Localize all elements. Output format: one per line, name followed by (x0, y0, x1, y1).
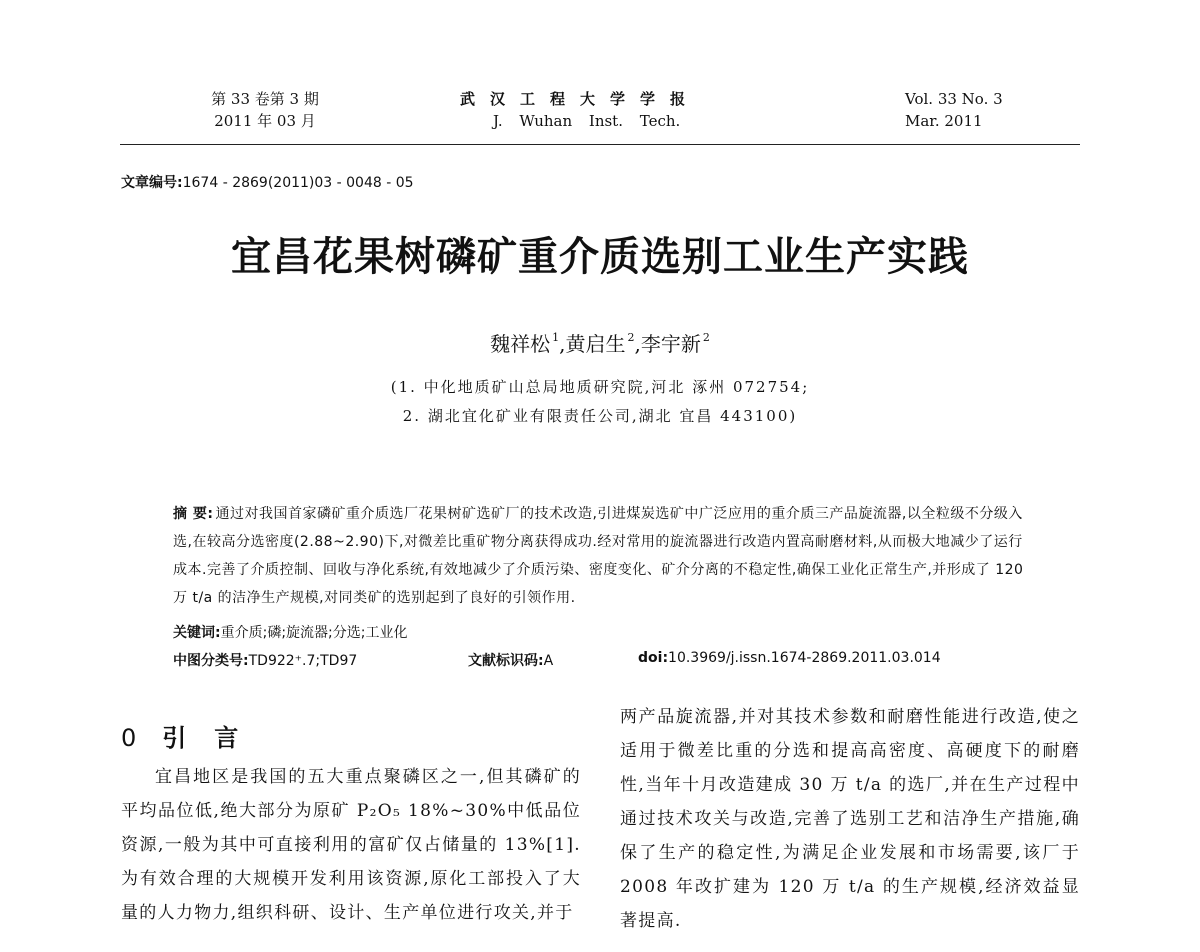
abstract-text: 通过对我国首家磷矿重介质选厂花果树矿选矿厂的技术改造,引进煤炭选矿中广泛应用的重介质三产品旋流器,以全粒级不分级入选,在较高分选密度(2.88~2.90)下,对微差比重矿物分离获得成功.经对常用的旋流器进行改造内置高耐磨材料,从而极大地减少了运行成本.完善了介质控制、回收与净化系统,有效地减少了介质污染、密度变化、矿介分离的不稳定性,确保工业化正常生产,并形成了 120 万 t/a 的洁净生产规模,对同类矿的选别起到了良好的引领作用. (173, 506, 1024, 606)
paper-title: 宜昌花果树磷矿重介质选别工业生产实践 (231, 234, 969, 280)
section-heading (121, 718, 266, 753)
article-number (121, 172, 414, 192)
journal-name-en: J. Wuhan Inst. Tech. (493, 112, 681, 130)
author-affil-mark: 1 (552, 331, 560, 344)
author-name: ,李宇新 (634, 332, 701, 356)
keywords-text: 重介质;磷;旋流器;分选;工业化 (220, 625, 408, 641)
doi-label: doi: (638, 650, 669, 666)
volume-cn: 第 33 卷第 3 期 (211, 90, 319, 108)
affiliation-1: (1. 中化地质矿山总局地质研究院,河北 涿州 072754; (390, 378, 810, 396)
clc-value: TD922⁺.7;TD97 (248, 653, 358, 669)
article-number-label: 文章编号: (121, 175, 183, 191)
date-en: Mar. 2011 (905, 112, 983, 130)
body-column-right: 两产品旋流器,并对其技术参数和耐磨性能进行改造,使之适用于微差比重的分选和提高高密度、高硬度下的耐磨性,当年十月改造建成 30 万 t/a 的选厂,并在生产过程中通过技术攻关与改造,完善了选别工艺和洁净生产措施,确保了生产的稳定性,为满足企业发展和市场需要,该厂于 2008 年改扩建为 120 万 t/a 的生产规模,经济效益显著提高. (620, 707, 1080, 931)
document-code-label: 文献标识码: (468, 653, 544, 669)
keywords (173, 622, 407, 642)
section-number: 0 (121, 724, 137, 752)
journal-name-cn: 武汉工程大学学报 (460, 90, 701, 108)
doi-value: 10.3969/j.issn.1674-2869.2011.03.014 (668, 650, 941, 666)
author-name: 魏祥松 (490, 332, 551, 356)
document-code (468, 650, 553, 670)
keywords-label: 关键词: (173, 625, 221, 641)
author-list (120, 328, 1080, 357)
document-code-value: A (543, 653, 554, 669)
section-title: 引言 (162, 724, 267, 752)
author-name: ,黄启生 (559, 332, 626, 356)
abstract (173, 500, 1033, 612)
clc-number (173, 650, 357, 670)
affiliation-2: 2. 湖北宜化矿业有限责任公司,湖北 宜昌 443100) (402, 407, 798, 425)
author-affil-mark: 2 (627, 331, 635, 344)
clc-label: 中图分类号: (173, 653, 249, 669)
header-volume-en (905, 88, 1035, 132)
date-cn: 2011 年 03 月 (214, 112, 316, 130)
author-affil-mark: 2 (702, 331, 710, 344)
abstract-label: 摘 要: (173, 506, 214, 522)
doi (638, 650, 941, 666)
header-rule (120, 144, 1080, 145)
body-column-left: 宜昌地区是我国的五大重点聚磷区之一,但其磷矿的平均品位低,绝大部分为原矿 P₂O₅ 18%~30%中低品位资源,一般为其中可直接利用的富矿仅占储量的 13%[1].为有效合理的大规模开发利用该资源,原化工部投入了大量的人力物力,组织科研、设计、生产单位进行攻关,并于 (121, 767, 581, 923)
volume-en: Vol. 33 No. 3 (905, 90, 1003, 108)
article-number-value: 1674 - 2869(2011)03 - 0048 - 05 (182, 175, 414, 191)
header-volume-issue (190, 88, 340, 132)
